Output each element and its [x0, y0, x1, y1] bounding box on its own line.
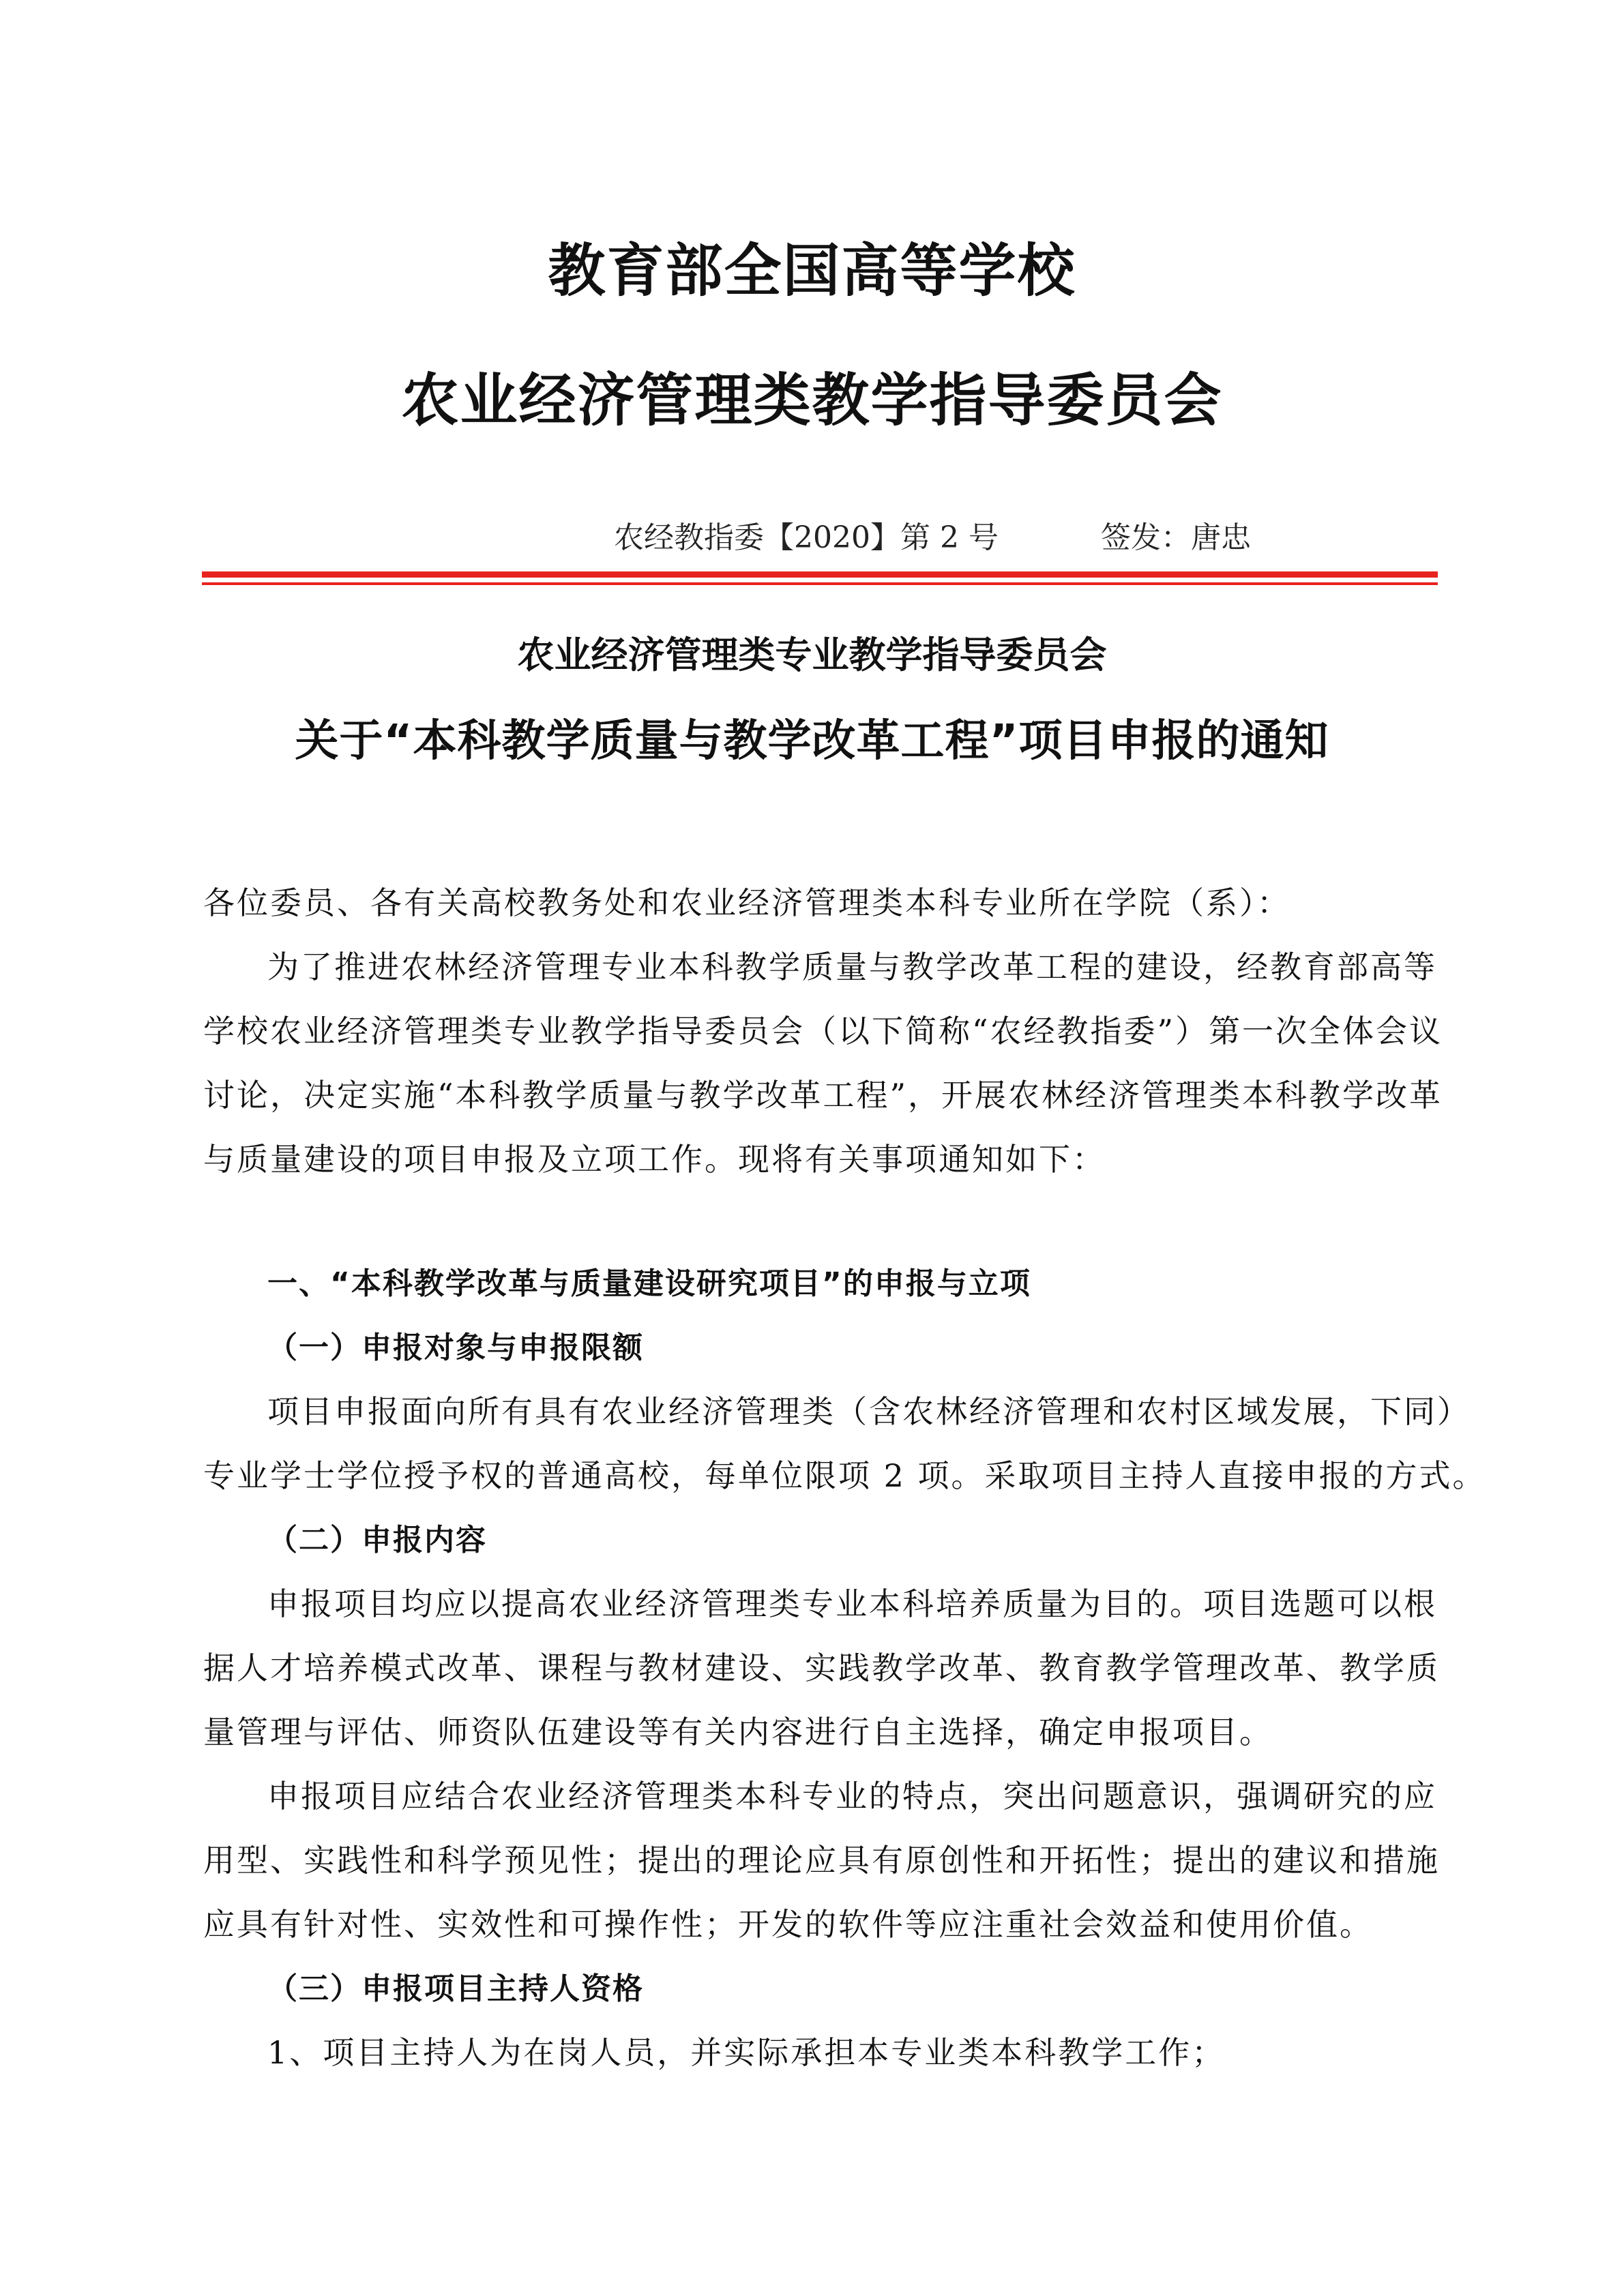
document-meta	[614, 513, 1251, 556]
subsection-3-heading: （三）申报项目主持人资格	[267, 1971, 644, 2006]
subsection-1-line: 专业学士学位授予权的普通高校，每单位限项 2 项。采取项目主持人直接申报的方式。	[203, 1457, 1486, 1494]
subsection-2-line: 申报项目均应以提高农业经济管理类专业本科培养质量为目的。项目选题可以根	[267, 1585, 1437, 1622]
intro-line: 讨论，决定实施“本科教学质量与教学改革工程”，开展农林经济管理类本科教学改革	[203, 1077, 1443, 1114]
subsection-2-line: 应具有针对性、实效性和可操作性；开发的软件等应注重社会效益和使用价值。	[203, 1906, 1373, 1943]
subsection-2-line: 用型、实践性和科学预见性；提出的理论应具有原创性和开拓性；提出的建议和措施	[203, 1842, 1440, 1879]
notice-title-line-2: 关于“本科教学质量与教学改革工程”项目申报的通知	[295, 716, 1329, 766]
subsection-2-line: 量管理与评估、师资队伍建设等有关内容进行自主选择，确定申报项目。	[203, 1714, 1273, 1750]
subsection-1-heading: （一）申报对象与申报限额	[267, 1330, 644, 1365]
subsection-2-line: 据人才培养模式改革、课程与教材建设、实践教学改革、教育教学管理改革、教学质	[203, 1650, 1440, 1686]
intro-line: 学校农业经济管理类专业教学指导委员会（以下简称“农经教指委”）第一次全体会议	[203, 1013, 1443, 1049]
subsection-2-heading: （二）申报内容	[267, 1523, 487, 1557]
section-1-heading: 一、“本科教学改革与质量建设研究项目”的申报与立项	[267, 1266, 1031, 1301]
intro-line: 与质量建设的项目申报及立项工作。现将有关事项通知如下：	[203, 1141, 1106, 1178]
document-signer: 签发：唐忠	[1100, 520, 1251, 555]
subsection-3-item-1: 1、项目主持人为在岗人员，并实际承担本专业类本科教学工作；	[267, 2034, 1226, 2071]
notice-title-line-1: 农业经济管理类专业教学指导委员会	[517, 633, 1107, 676]
subsection-2-line: 申报项目应结合农业经济管理类本科专业的特点，突出问题意识，强调研究的应	[267, 1778, 1437, 1815]
salutation: 各位委员、各有关高校教务处和农业经济管理类本科专业所在学院（系）：	[203, 884, 1290, 921]
issuer-title-line-1: 教育部全国高等学校	[548, 237, 1076, 304]
intro-line: 为了推进农林经济管理专业本科教学质量与教学改革工程的建设，经教育部高等	[267, 949, 1437, 985]
issuer-title-line-2: 农业经济管理类教学指导委员会	[401, 367, 1223, 434]
red-divider-thin	[202, 582, 1438, 585]
document-number: 农经教指委【2020】第 2 号	[614, 520, 999, 555]
subsection-1-line: 项目申报面向所有具有农业经济管理类（含农林经济管理和农村区域发展，下同）	[267, 1393, 1471, 1430]
red-divider-thick	[202, 571, 1438, 578]
